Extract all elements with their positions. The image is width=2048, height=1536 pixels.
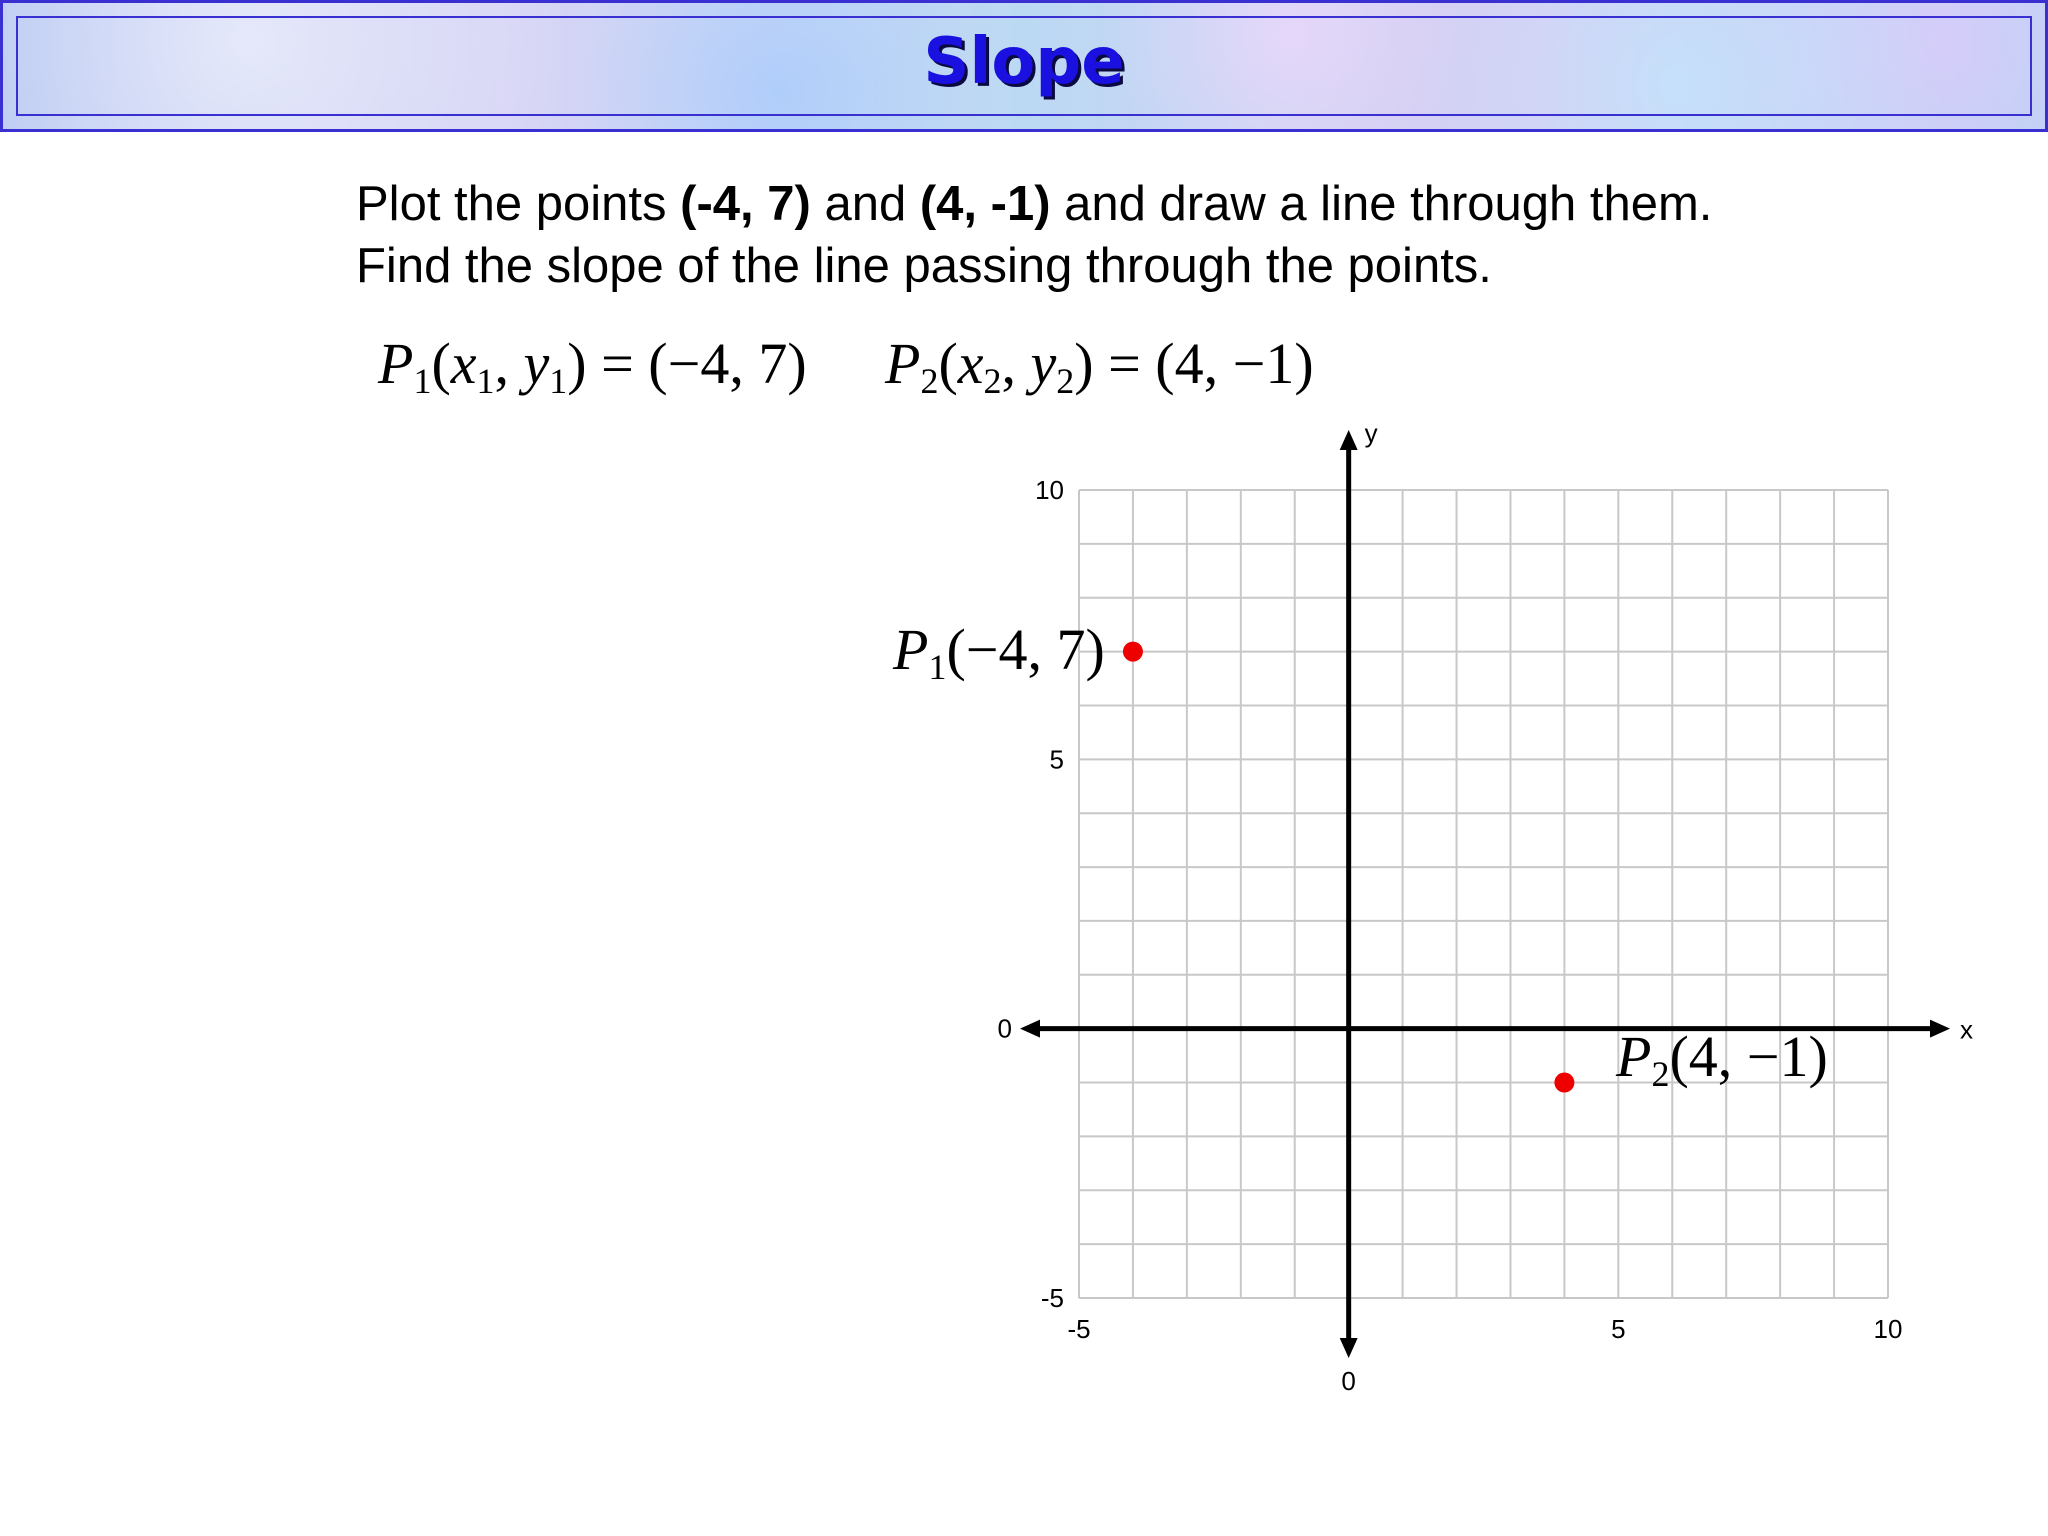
prompt-text-b: and bbox=[810, 177, 920, 231]
formula-p1-y: y bbox=[523, 331, 550, 396]
formula-p1-comma: , bbox=[494, 331, 524, 396]
point-label-p1-letter: P bbox=[893, 617, 929, 682]
formula-p1-x: x bbox=[450, 331, 477, 396]
formula-p1-sub: 1 bbox=[413, 361, 432, 401]
x-tick-label: 10 bbox=[1873, 1314, 1903, 1344]
data-point-p1 bbox=[1123, 642, 1143, 662]
x-tick-label: 5 bbox=[1611, 1314, 1626, 1344]
prompt-line-2: Find the slope of the line passing through the points. bbox=[356, 239, 1492, 293]
y-tick-label: 5 bbox=[1049, 744, 1064, 775]
formula-p2-y: y bbox=[1030, 331, 1057, 396]
formula-p1-open: ( bbox=[431, 331, 451, 396]
page-title: Slope bbox=[923, 25, 1125, 99]
formula-p2-sub: 2 bbox=[920, 361, 939, 401]
formula-p1-x-sub: 1 bbox=[476, 361, 495, 401]
y-tick-label: -5 bbox=[1040, 1283, 1064, 1313]
y-axis-arrow-down bbox=[1340, 1338, 1358, 1358]
point-label-p2 bbox=[1616, 1023, 1828, 1094]
formula-p1-y-sub: 1 bbox=[549, 361, 568, 401]
formula-p2-value: ) = (4, −1) bbox=[1074, 331, 1314, 396]
point-label-p1-sub: 1 bbox=[928, 647, 947, 687]
prompt-point-1: (-4, 7) bbox=[680, 177, 811, 231]
point-label-p2-sub: 2 bbox=[1651, 1054, 1670, 1094]
point-label-p2-coords: (4, −1) bbox=[1669, 1024, 1828, 1089]
point-label-p2-letter: P bbox=[1616, 1024, 1652, 1089]
formula-p2-x-sub: 2 bbox=[983, 361, 1002, 401]
y-axis-label: y bbox=[1364, 418, 1378, 448]
y-tick-label: 10 bbox=[1035, 475, 1064, 505]
data-point-p2 bbox=[1554, 1073, 1574, 1093]
x-axis-arrow-left bbox=[1020, 1020, 1040, 1038]
formula-p2-y-sub: 2 bbox=[1056, 361, 1075, 401]
x-axis-arrow-right bbox=[1930, 1020, 1950, 1038]
formula-p2-letter: P bbox=[885, 331, 921, 396]
formula-p2-x: x bbox=[957, 331, 984, 396]
formula-p2-open: ( bbox=[938, 331, 958, 396]
x-tick-label: -5 bbox=[1067, 1314, 1091, 1344]
x-tick-label: 0 bbox=[1341, 1366, 1356, 1396]
formula-p1-value: ) = (−4, 7) bbox=[567, 331, 807, 396]
prompt-point-2: (4, -1) bbox=[919, 177, 1051, 231]
y-tick-label: 0 bbox=[997, 1013, 1012, 1044]
formula-p1-letter: P bbox=[378, 331, 414, 396]
y-axis-arrow-up bbox=[1340, 430, 1358, 450]
prompt-text-a: Plot the points bbox=[356, 177, 681, 231]
x-axis-label: x bbox=[1960, 1014, 1973, 1045]
prompt-text-c: and draw a line through them. bbox=[1050, 177, 1713, 231]
point-label-p1 bbox=[893, 616, 1105, 687]
point-label-p1-coords: (−4, 7) bbox=[946, 617, 1105, 682]
formula-p2-comma: , bbox=[1001, 331, 1031, 396]
